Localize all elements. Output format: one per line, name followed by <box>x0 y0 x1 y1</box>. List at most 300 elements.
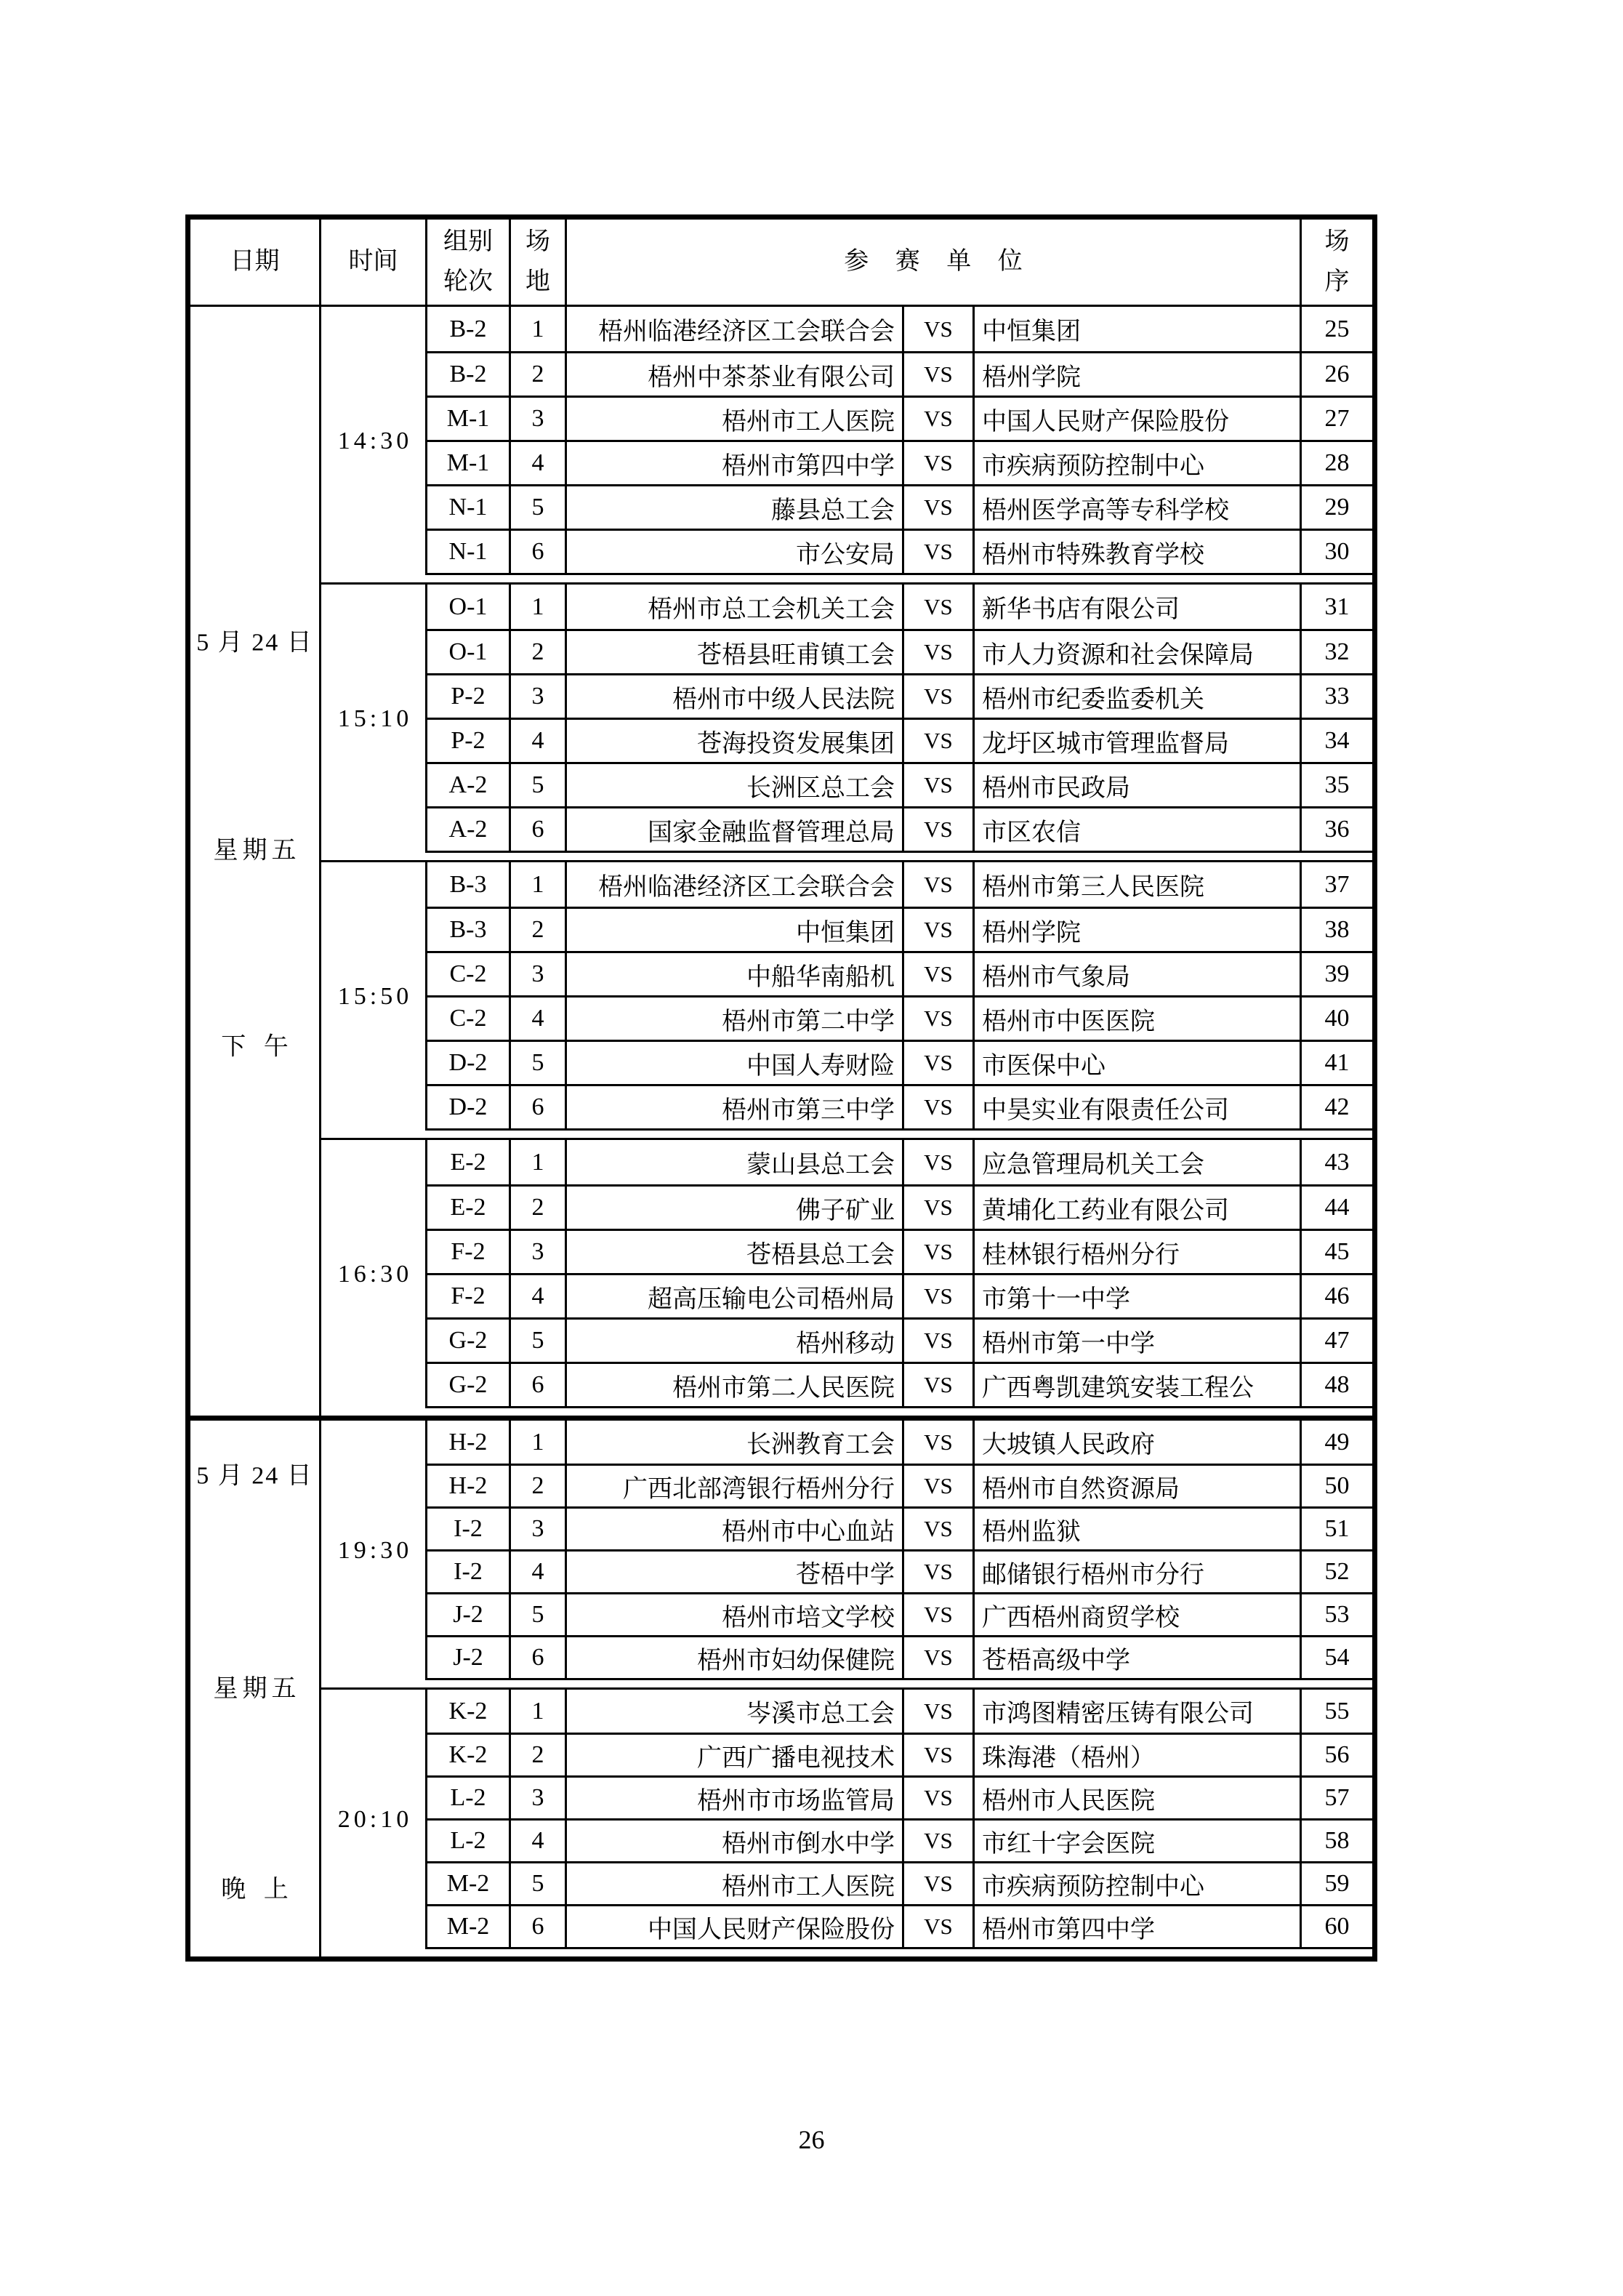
vs-label: VS <box>904 1320 975 1362</box>
team1-cell: 中船华南船机 <box>567 953 904 995</box>
group-round-cell: P-2 <box>427 720 511 762</box>
court-number-cell: 6 <box>511 1364 567 1406</box>
vs-label: VS <box>904 1231 975 1273</box>
match-sequence-cell: 51 <box>1324 1515 1350 1542</box>
match-sequence-cell: 56 <box>1324 1741 1350 1768</box>
match-sequence-cell: 36 <box>1324 816 1350 843</box>
team1-cell: 梧州市市场监管局 <box>567 1778 904 1818</box>
match-row <box>427 1084 1372 1128</box>
vs-label: VS <box>904 1735 975 1775</box>
team1-cell: 梧州市培文学校 <box>567 1594 904 1635</box>
match-row <box>427 396 1372 440</box>
group-round-cell: F-2 <box>427 1275 511 1317</box>
vs-label: VS <box>904 486 975 529</box>
vs-label: VS <box>904 808 975 851</box>
court-number-cell: 5 <box>511 1320 567 1362</box>
group-round-cell: J-2 <box>427 1594 511 1635</box>
team2-cell: 梧州市第四中学 <box>975 1906 1302 1947</box>
team2-cell: 梧州市第三人民医院 <box>975 862 1302 907</box>
team1-cell: 梧州市第二中学 <box>567 998 904 1040</box>
group-round-cell: N-1 <box>427 486 511 529</box>
team2-cell: 中昊实业有限责任公司 <box>975 1086 1302 1128</box>
match-sequence-cell: 31 <box>1324 593 1350 620</box>
group-round-cell: N-1 <box>427 531 511 573</box>
match-sequence-cell: 59 <box>1324 1870 1350 1897</box>
vs-label: VS <box>904 1509 975 1549</box>
match-sequence-cell: 57 <box>1324 1784 1350 1811</box>
team2-cell: 梧州市中医医院 <box>975 998 1302 1040</box>
match-sequence-cell: 29 <box>1324 494 1350 521</box>
match-row <box>427 907 1372 951</box>
group-round-cell: O-1 <box>427 585 511 629</box>
team2-cell: 市疾病预防控制中心 <box>975 442 1302 484</box>
court-number-cell: 6 <box>511 1086 567 1128</box>
match-row <box>427 1273 1372 1317</box>
team2-cell: 市人力资源和社会保障局 <box>975 631 1302 673</box>
vs-label: VS <box>904 1042 975 1084</box>
team2-cell: 广西粤凯建筑安装工程公 <box>975 1364 1302 1406</box>
time-cell <box>321 585 427 853</box>
team1-cell: 超高压输电公司梧州局 <box>567 1275 904 1317</box>
group-round-cell: C-2 <box>427 953 511 995</box>
team1-cell: 藤县总工会 <box>567 486 904 529</box>
team2-cell: 龙圩区城市管理监督局 <box>975 720 1302 762</box>
time-groups <box>321 1421 1372 1956</box>
vs-label: VS <box>904 909 975 951</box>
match-sequence-cell: 45 <box>1324 1238 1350 1265</box>
team2-cell: 市疾病预防控制中心 <box>975 1863 1302 1904</box>
match-sequence-cell: 58 <box>1324 1827 1350 1854</box>
vs-label: VS <box>904 764 975 806</box>
team1-cell: 蒙山县总工会 <box>567 1140 904 1184</box>
court-number-cell: 5 <box>511 1594 567 1635</box>
match-sequence-cell: 42 <box>1324 1093 1350 1120</box>
time-label: 14:30 <box>337 427 413 454</box>
court-number-cell: 1 <box>511 1140 567 1184</box>
vs-label: VS <box>904 1187 975 1229</box>
court-number-cell: 3 <box>511 1778 567 1818</box>
match-row <box>427 1818 1372 1861</box>
match-rows <box>427 1140 1372 1408</box>
group-round-cell: C-2 <box>427 998 511 1040</box>
match-row <box>427 673 1372 718</box>
match-sequence-cell: 26 <box>1324 361 1350 388</box>
page-number: 26 <box>798 2125 825 2154</box>
group-round-cell: J-2 <box>427 1637 511 1678</box>
court-number-cell: 4 <box>511 998 567 1040</box>
group-round-cell: F-2 <box>427 1231 511 1273</box>
match-row <box>427 529 1372 573</box>
court-number-cell: 6 <box>511 1906 567 1947</box>
period-label: 晚 上 <box>221 1876 294 1903</box>
period-label: 下 午 <box>221 1033 294 1061</box>
match-sequence-cell: 37 <box>1324 870 1350 898</box>
header-venue-line1: 场 <box>525 228 550 256</box>
time-group <box>321 860 1372 1138</box>
group-round-cell: A-2 <box>427 808 511 851</box>
match-row <box>427 1506 1372 1549</box>
group-round-cell: M-1 <box>427 442 511 484</box>
weekday-label: 星期五 <box>213 837 301 864</box>
header-time: 时间 <box>321 220 427 305</box>
group-round-cell: H-2 <box>427 1421 511 1464</box>
team1-cell: 梧州市妇幼保健院 <box>567 1637 904 1678</box>
team2-cell: 梧州市人民医院 <box>975 1778 1302 1818</box>
court-number-cell: 4 <box>511 720 567 762</box>
team1-cell: 国家金融监督管理总局 <box>567 808 904 851</box>
match-sequence-cell: 34 <box>1324 727 1350 754</box>
match-sequence-cell: 43 <box>1324 1148 1350 1176</box>
team1-cell: 广西北部湾银行梧州分行 <box>567 1466 904 1506</box>
team2-cell: 市区农信 <box>975 808 1302 851</box>
match-sequence-cell: 60 <box>1324 1913 1350 1940</box>
court-number-cell: 2 <box>511 1466 567 1506</box>
match-row <box>427 806 1372 851</box>
court-number-cell: 1 <box>511 307 567 351</box>
match-sequence-cell: 48 <box>1324 1371 1350 1398</box>
vs-label: VS <box>904 862 975 907</box>
time-cell <box>321 1421 427 1680</box>
court-number-cell: 1 <box>511 862 567 907</box>
group-round-cell: G-2 <box>427 1320 511 1362</box>
court-number-cell: 5 <box>511 764 567 806</box>
team2-cell: 梧州市气象局 <box>975 953 1302 995</box>
court-number-cell: 5 <box>511 486 567 529</box>
court-number-cell: 5 <box>511 1863 567 1904</box>
schedule-table <box>185 214 1377 1962</box>
court-number-cell: 3 <box>511 953 567 995</box>
match-sequence-cell: 52 <box>1324 1558 1350 1585</box>
team2-cell: 苍梧高级中学 <box>975 1637 1302 1678</box>
match-row <box>427 1229 1372 1273</box>
team1-cell: 梧州市第四中学 <box>567 442 904 484</box>
court-number-cell: 3 <box>511 1231 567 1273</box>
team2-cell: 梧州学院 <box>975 353 1302 396</box>
team1-cell: 苍梧中学 <box>567 1552 904 1592</box>
match-row <box>427 718 1372 762</box>
team1-cell: 市公安局 <box>567 531 904 573</box>
court-number-cell: 6 <box>511 531 567 573</box>
vs-label: VS <box>904 720 975 762</box>
header-group-line2: 轮次 <box>443 268 493 295</box>
match-row <box>427 1592 1372 1635</box>
court-number-cell: 3 <box>511 398 567 440</box>
court-number-cell: 2 <box>511 909 567 951</box>
group-round-cell: H-2 <box>427 1466 511 1506</box>
team2-cell: 广西梧州商贸学校 <box>975 1594 1302 1635</box>
team2-cell: 桂林银行梧州分行 <box>975 1231 1302 1273</box>
court-number-cell: 3 <box>511 1509 567 1549</box>
group-round-cell: E-2 <box>427 1187 511 1229</box>
vs-label: VS <box>904 1863 975 1904</box>
time-group <box>321 307 1372 582</box>
match-sequence-cell: 54 <box>1324 1644 1350 1671</box>
match-sequence-cell: 28 <box>1324 449 1350 476</box>
weekday-label: 星期五 <box>213 1675 301 1703</box>
group-round-cell: K-2 <box>427 1735 511 1775</box>
match-row <box>427 1733 1372 1775</box>
vs-label: VS <box>904 1275 975 1317</box>
team1-cell: 佛子矿业 <box>567 1187 904 1229</box>
team2-cell: 市鸿图精密压铸有限公司 <box>975 1690 1302 1733</box>
vs-label: VS <box>904 675 975 718</box>
header-seq-line2: 序 <box>1324 268 1350 295</box>
header-match-sequence <box>1302 220 1372 305</box>
time-cell <box>321 1140 427 1408</box>
match-row <box>427 1362 1372 1406</box>
court-number-cell: 3 <box>511 675 567 718</box>
court-number-cell: 5 <box>511 1042 567 1084</box>
match-rows <box>427 1421 1372 1680</box>
match-row <box>427 440 1372 484</box>
team1-cell: 梧州市中心血站 <box>567 1509 904 1549</box>
group-round-cell: M-2 <box>427 1863 511 1904</box>
team1-cell: 岑溪市总工会 <box>567 1690 904 1733</box>
vs-label: VS <box>904 1466 975 1506</box>
match-row <box>427 995 1372 1040</box>
date-cell <box>190 307 321 1416</box>
match-row <box>427 762 1372 806</box>
vs-label: VS <box>904 1637 975 1678</box>
court-number-cell: 4 <box>511 1552 567 1592</box>
court-number-cell: 2 <box>511 1735 567 1775</box>
match-row <box>427 1690 1372 1733</box>
time-label: 16:30 <box>337 1260 413 1288</box>
team2-cell: 应急管理局机关工会 <box>975 1140 1302 1184</box>
match-row <box>427 951 1372 995</box>
match-sequence-cell: 50 <box>1324 1472 1350 1499</box>
date-cell <box>190 1421 321 1956</box>
match-rows <box>427 862 1372 1131</box>
group-round-cell: I-2 <box>427 1509 511 1549</box>
match-sequence-cell: 46 <box>1324 1283 1350 1309</box>
header-venue <box>511 220 567 305</box>
court-number-cell: 1 <box>511 585 567 629</box>
time-cell <box>321 1690 427 1949</box>
vs-label: VS <box>904 1364 975 1406</box>
match-row <box>427 1549 1372 1592</box>
day-block <box>190 307 1372 1416</box>
time-label: 20:10 <box>337 1805 413 1833</box>
time-label: 15:10 <box>337 705 413 732</box>
time-group <box>321 1687 1372 1956</box>
team2-cell: 新华书店有限公司 <box>975 585 1302 629</box>
team1-cell: 梧州市第二人民医院 <box>567 1364 904 1406</box>
team1-cell: 广西广播电视技术 <box>567 1735 904 1775</box>
vs-label: VS <box>904 531 975 573</box>
team2-cell: 中国人民财产保险股份 <box>975 398 1302 440</box>
match-sequence-cell: 41 <box>1324 1049 1350 1076</box>
match-rows <box>427 585 1372 853</box>
group-round-cell: M-2 <box>427 1906 511 1947</box>
group-round-cell: I-2 <box>427 1552 511 1592</box>
group-round-cell: O-1 <box>427 631 511 673</box>
match-row <box>427 629 1372 673</box>
header-participating-units: 参 赛 单 位 <box>567 220 1302 305</box>
vs-label: VS <box>904 1594 975 1635</box>
match-row <box>427 1317 1372 1362</box>
date-label: 5 月 24 日 <box>196 629 313 656</box>
match-sequence-cell: 35 <box>1324 771 1350 798</box>
team1-cell: 梧州市第三中学 <box>567 1086 904 1128</box>
vs-label: VS <box>904 353 975 396</box>
match-row <box>427 1635 1372 1678</box>
vs-label: VS <box>904 1086 975 1128</box>
team1-cell: 中国人民财产保险股份 <box>567 1906 904 1947</box>
day-block <box>190 1416 1372 1956</box>
match-sequence-cell: 44 <box>1324 1194 1350 1221</box>
group-round-cell: B-3 <box>427 909 511 951</box>
court-number-cell: 2 <box>511 1187 567 1229</box>
time-cell <box>321 307 427 575</box>
vs-label: VS <box>904 1821 975 1861</box>
header-seq-line1: 场 <box>1324 228 1350 256</box>
court-number-cell: 4 <box>511 442 567 484</box>
vs-label: VS <box>904 398 975 440</box>
vs-label: VS <box>904 998 975 1040</box>
team1-cell: 中国人寿财险 <box>567 1042 904 1084</box>
team1-cell: 梧州临港经济区工会联合会 <box>567 307 904 351</box>
header-group-line1: 组别 <box>443 228 493 256</box>
header-venue-line2: 地 <box>525 268 550 295</box>
header-date: 日期 <box>190 220 321 305</box>
team1-cell: 梧州临港经济区工会联合会 <box>567 862 904 907</box>
group-round-cell: A-2 <box>427 764 511 806</box>
match-row <box>427 1140 1372 1184</box>
match-sequence-cell: 39 <box>1324 960 1350 987</box>
court-number-cell: 4 <box>511 1275 567 1317</box>
team2-cell: 梧州市民政局 <box>975 764 1302 806</box>
team2-cell: 珠海港（梧州） <box>975 1735 1302 1775</box>
match-sequence-cell: 38 <box>1324 916 1350 943</box>
vs-label: VS <box>904 442 975 484</box>
match-sequence-cell: 32 <box>1324 638 1350 665</box>
time-label: 15:50 <box>337 982 413 1010</box>
vs-label: VS <box>904 1778 975 1818</box>
team2-cell: 梧州市第一中学 <box>975 1320 1302 1362</box>
team2-cell: 邮储银行梧州市分行 <box>975 1552 1302 1592</box>
match-row <box>427 862 1372 907</box>
match-sequence-cell: 55 <box>1324 1697 1350 1725</box>
court-number-cell: 6 <box>511 1637 567 1678</box>
team2-cell: 梧州监狱 <box>975 1509 1302 1549</box>
team1-cell: 苍梧县总工会 <box>567 1231 904 1273</box>
match-row <box>427 1775 1372 1818</box>
group-round-cell: B-3 <box>427 862 511 907</box>
group-round-cell: P-2 <box>427 675 511 718</box>
vs-label: VS <box>904 953 975 995</box>
time-group <box>321 582 1372 860</box>
vs-label: VS <box>904 1421 975 1464</box>
team2-cell: 梧州市纪委监委机关 <box>975 675 1302 718</box>
court-number-cell: 1 <box>511 1421 567 1464</box>
match-row <box>427 1184 1372 1229</box>
team1-cell: 长洲区总工会 <box>567 764 904 806</box>
match-sequence-cell: 33 <box>1324 683 1350 710</box>
court-number-cell: 2 <box>511 353 567 396</box>
match-sequence-cell: 49 <box>1324 1428 1350 1456</box>
group-round-cell: D-2 <box>427 1042 511 1084</box>
vs-label: VS <box>904 1552 975 1592</box>
team2-cell: 黄埔化工药业有限公司 <box>975 1187 1302 1229</box>
vs-label: VS <box>904 1140 975 1184</box>
match-sequence-cell: 40 <box>1324 1005 1350 1032</box>
match-sequence-cell: 27 <box>1324 405 1350 432</box>
match-row <box>427 1904 1372 1947</box>
time-cell <box>321 862 427 1131</box>
team1-cell: 苍海投资发展集团 <box>567 720 904 762</box>
match-row <box>427 351 1372 396</box>
team2-cell: 市第十一中学 <box>975 1275 1302 1317</box>
vs-label: VS <box>904 1690 975 1733</box>
vs-label: VS <box>904 585 975 629</box>
match-row <box>427 484 1372 529</box>
vs-label: VS <box>904 1906 975 1947</box>
match-rows <box>427 1690 1372 1949</box>
group-round-cell: M-1 <box>427 398 511 440</box>
match-row <box>427 1861 1372 1904</box>
vs-label: VS <box>904 307 975 351</box>
team1-cell: 长洲教育工会 <box>567 1421 904 1464</box>
time-label: 19:30 <box>337 1536 413 1564</box>
team1-cell: 梧州市倒水中学 <box>567 1821 904 1861</box>
time-groups <box>321 307 1372 1416</box>
group-round-cell: G-2 <box>427 1364 511 1406</box>
team2-cell: 梧州市自然资源局 <box>975 1466 1302 1506</box>
match-row <box>427 1464 1372 1506</box>
vs-label: VS <box>904 631 975 673</box>
group-round-cell: B-2 <box>427 307 511 351</box>
match-row <box>427 585 1372 629</box>
match-sequence-cell: 30 <box>1324 538 1350 565</box>
match-row <box>427 1040 1372 1084</box>
court-number-cell: 6 <box>511 808 567 851</box>
team1-cell: 梧州中茶茶业有限公司 <box>567 353 904 396</box>
team2-cell: 市医保中心 <box>975 1042 1302 1084</box>
time-group <box>321 1138 1372 1416</box>
team1-cell: 梧州市总工会机关工会 <box>567 585 904 629</box>
team1-cell: 梧州市工人医院 <box>567 1863 904 1904</box>
group-round-cell: L-2 <box>427 1821 511 1861</box>
court-number-cell: 2 <box>511 631 567 673</box>
team1-cell: 苍梧县旺甫镇工会 <box>567 631 904 673</box>
team1-cell: 梧州市工人医院 <box>567 398 904 440</box>
team1-cell: 梧州市中级人民法院 <box>567 675 904 718</box>
team2-cell: 梧州学院 <box>975 909 1302 951</box>
team2-cell: 大坡镇人民政府 <box>975 1421 1302 1464</box>
team1-cell: 中恒集团 <box>567 909 904 951</box>
match-rows <box>427 307 1372 575</box>
court-number-cell: 4 <box>511 1821 567 1861</box>
match-row <box>427 307 1372 351</box>
group-round-cell: B-2 <box>427 353 511 396</box>
header-row <box>190 220 1372 307</box>
match-row <box>427 1421 1372 1464</box>
team2-cell: 梧州医学高等专科学校 <box>975 486 1302 529</box>
match-sequence-cell: 25 <box>1324 315 1350 342</box>
group-round-cell: E-2 <box>427 1140 511 1184</box>
group-round-cell: D-2 <box>427 1086 511 1128</box>
match-sequence-cell: 47 <box>1324 1327 1350 1354</box>
schedule-blocks <box>190 307 1372 1956</box>
team2-cell: 市红十字会医院 <box>975 1821 1302 1861</box>
group-round-cell: K-2 <box>427 1690 511 1733</box>
time-group <box>321 1421 1372 1687</box>
court-number-cell: 1 <box>511 1690 567 1733</box>
match-sequence-cell: 53 <box>1324 1601 1350 1628</box>
team2-cell: 中恒集团 <box>975 307 1302 351</box>
date-label: 5 月 24 日 <box>196 1462 313 1490</box>
